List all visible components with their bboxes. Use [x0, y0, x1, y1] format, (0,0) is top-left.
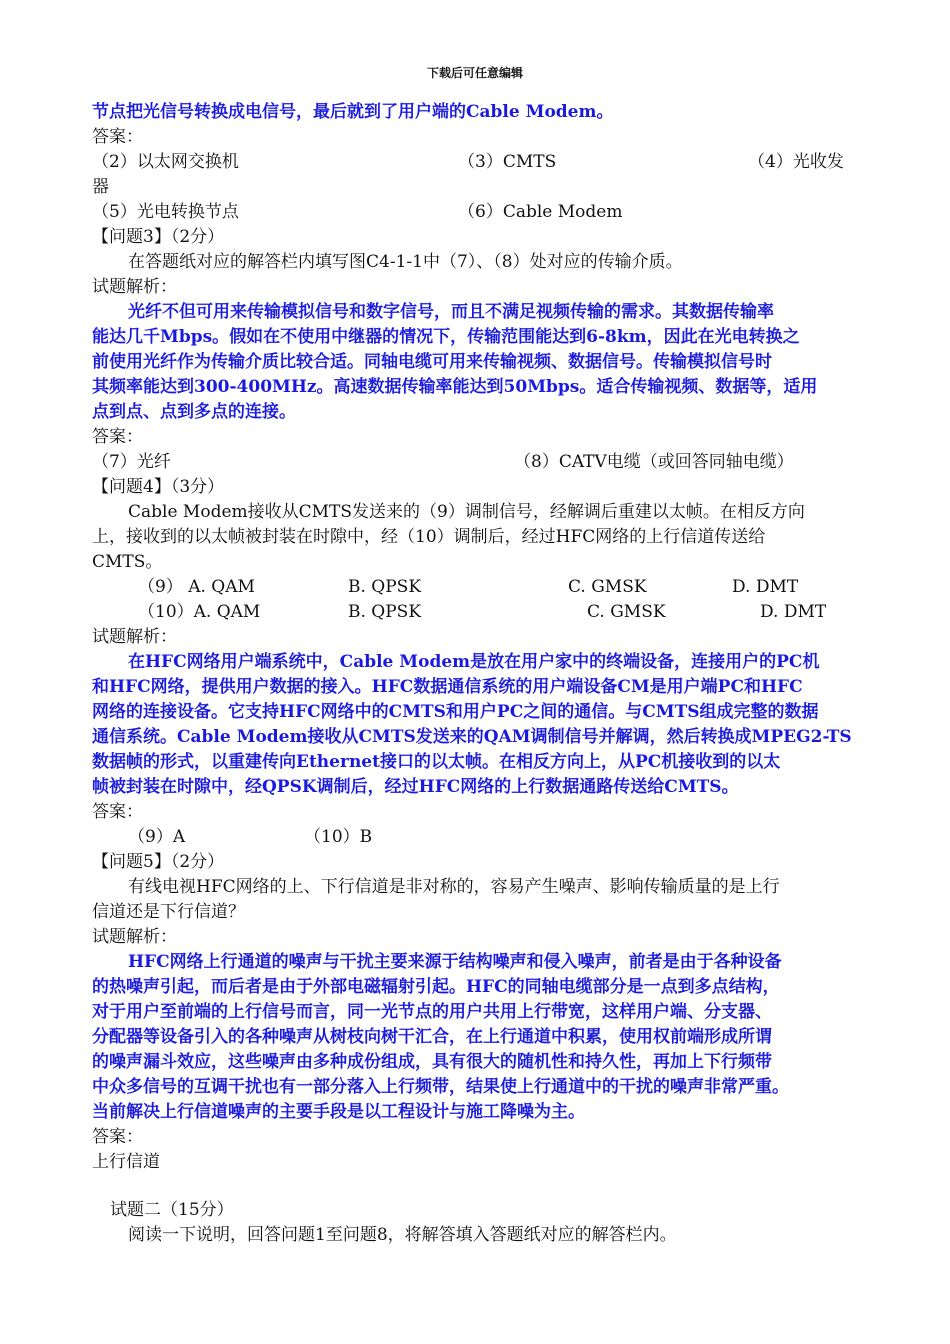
answer-text: 上行信道 — [92, 1152, 160, 1172]
question-text: 在答题纸对应的解答栏内填写图C4-1-1中（7）、（8）处对应的传输介质。 — [128, 252, 683, 272]
analysis-text: 的热噪声引起，而后者是由于外部电磁辐射引起。HFC的同轴电缆部分是一点到多点结构， — [92, 977, 780, 997]
answer-item: （5）光电转换节点 — [92, 202, 239, 222]
answer-item: （7）光纤 — [92, 452, 171, 472]
answer-item: （9）A — [128, 827, 186, 847]
analysis-label: 试题解析： — [92, 927, 177, 947]
analysis-text: 通信系统。Cable Modem接收从CMTS发送来的QAM调制信号并解调，然后转换成MPEG2-TS — [92, 727, 852, 747]
option-item: B. QPSK — [348, 602, 422, 622]
answer-label: 答案： — [92, 427, 143, 447]
question-text: 上，接收到的以太帧被封装在时隙中，经（10）调制后，经过HFC网络的上行信道传送给 — [92, 527, 766, 547]
analysis-text: 中众多信号的互调干扰也有一部分落入上行频带，结果使上行通道中的干扰的噪声非常严重。 — [92, 1077, 789, 1097]
analysis-label: 试题解析： — [92, 627, 177, 647]
answer-item: （6）Cable Modem — [458, 202, 623, 222]
option-item: （10）A. QAM — [138, 602, 261, 622]
analysis-text: 帧被封装在时隙中，经QPSK调制后，经过HFC网络的上行数据通路传送给CMTS。 — [92, 777, 739, 797]
answer-item: （4）光收发 — [748, 152, 844, 172]
analysis-text: 点到点、点到多点的连接。 — [92, 402, 296, 422]
analysis-text: 数据帧的形式，以重建传向Ethernet接口的以太帧。在相反方向上，从PC机接收到的以太 — [92, 752, 781, 772]
answer-label: 答案： — [92, 127, 143, 147]
analysis-text: 和HFC网络，提供用户数据的接入。HFC数据通信系统的用户端设备CM是用户端PC和HFC — [92, 677, 803, 697]
page-header: 下载后可任意编辑 — [426, 66, 523, 80]
question-text: 信道还是下行信道？ — [92, 902, 245, 922]
section-heading: 试题二（15分） — [110, 1200, 234, 1220]
analysis-text: 对于用户至前端的上行信号而言，同一光节点的用户共用上行带宽，这样用户端、分支器、 — [92, 1002, 772, 1022]
question-heading: 【问题3】（2分） — [92, 227, 225, 247]
analysis-text: 前使用光纤作为传输介质比较合适。同轴电缆可用来传输视频、数据信号。传输模拟信号时 — [92, 352, 772, 372]
text-line: 器 — [92, 177, 109, 197]
option-item: D. DMT — [732, 577, 799, 597]
analysis-text: 在HFC网络用户端系统中，Cable Modem是放在用户家中的终端设备，连接用户的PC机 — [128, 652, 820, 672]
question-heading: 【问题4】（3分） — [92, 477, 225, 497]
analysis-text: 网络的连接设备。它支持HFC网络中的CMTS和用户PC之间的通信。与CMTS组成完整的数据 — [92, 702, 819, 722]
analysis-text: 当前解决上行信道噪声的主要手段是以工程设计与施工降噪为主。 — [92, 1102, 585, 1122]
analysis-text: 的噪声漏斗效应，这些噪声由多种成份组成，具有很大的随机性和持久性，再加上下行频带 — [92, 1052, 772, 1072]
answer-label: 答案： — [92, 1127, 143, 1147]
answer-item: （10）B — [304, 827, 373, 847]
analysis-text: HFC网络上行通道的噪声与干扰主要来源于结构噪声和侵入噪声，前者是由于各种设备 — [128, 952, 782, 972]
option-item: B. QPSK — [348, 577, 422, 597]
option-item: C. GMSK — [587, 602, 666, 622]
analysis-text: 能达几千Mbps。假如在不使用中继器的情况下，传输范围能达到6-8km，因此在光电转换之 — [92, 327, 800, 347]
option-item: C. GMSK — [568, 577, 647, 597]
option-item: （9） A. QAM — [138, 577, 255, 597]
question-text: CMTS。 — [92, 552, 163, 572]
question-text: 有线电视HFC网络的上、下行信道是非对称的，容易产生噪声、影响传输质量的是上行 — [128, 877, 780, 897]
analysis-label: 试题解析： — [92, 277, 177, 297]
question-text: Cable Modem接收从CMTS发送来的（9）调制信号，经解调后重建以太帧。在相反方向 — [128, 502, 805, 522]
analysis-text: 光纤不但可用来传输模拟信号和数字信号，而且不满足视频传输的需求。其数据传输率 — [128, 302, 774, 322]
answer-item: （2）以太网交换机 — [92, 152, 239, 172]
answer-item: （8）CATV电缆（或回答同轴电缆） — [514, 452, 794, 472]
answer-item: （3）CMTS — [458, 152, 557, 172]
answer-label: 答案： — [92, 802, 143, 822]
instruction-text: 阅读一下说明，回答问题1至问题8，将解答填入答题纸对应的解答栏内。 — [128, 1225, 677, 1245]
option-item: D. DMT — [760, 602, 827, 622]
question-heading: 【问题5】（2分） — [92, 852, 225, 872]
analysis-text: 分配器等设备引入的各种噪声从树枝向树干汇合，在上行通道中积累，使用权前端形成所谓 — [92, 1027, 772, 1047]
text-line: 节点把光信号转换成电信号，最后就到了用户端的Cable Modem。 — [92, 102, 614, 122]
analysis-text: 其频率能达到300-400MHz。高速数据传输率能达到50Mbps。适合传输视频、数据等，适用 — [92, 377, 818, 397]
